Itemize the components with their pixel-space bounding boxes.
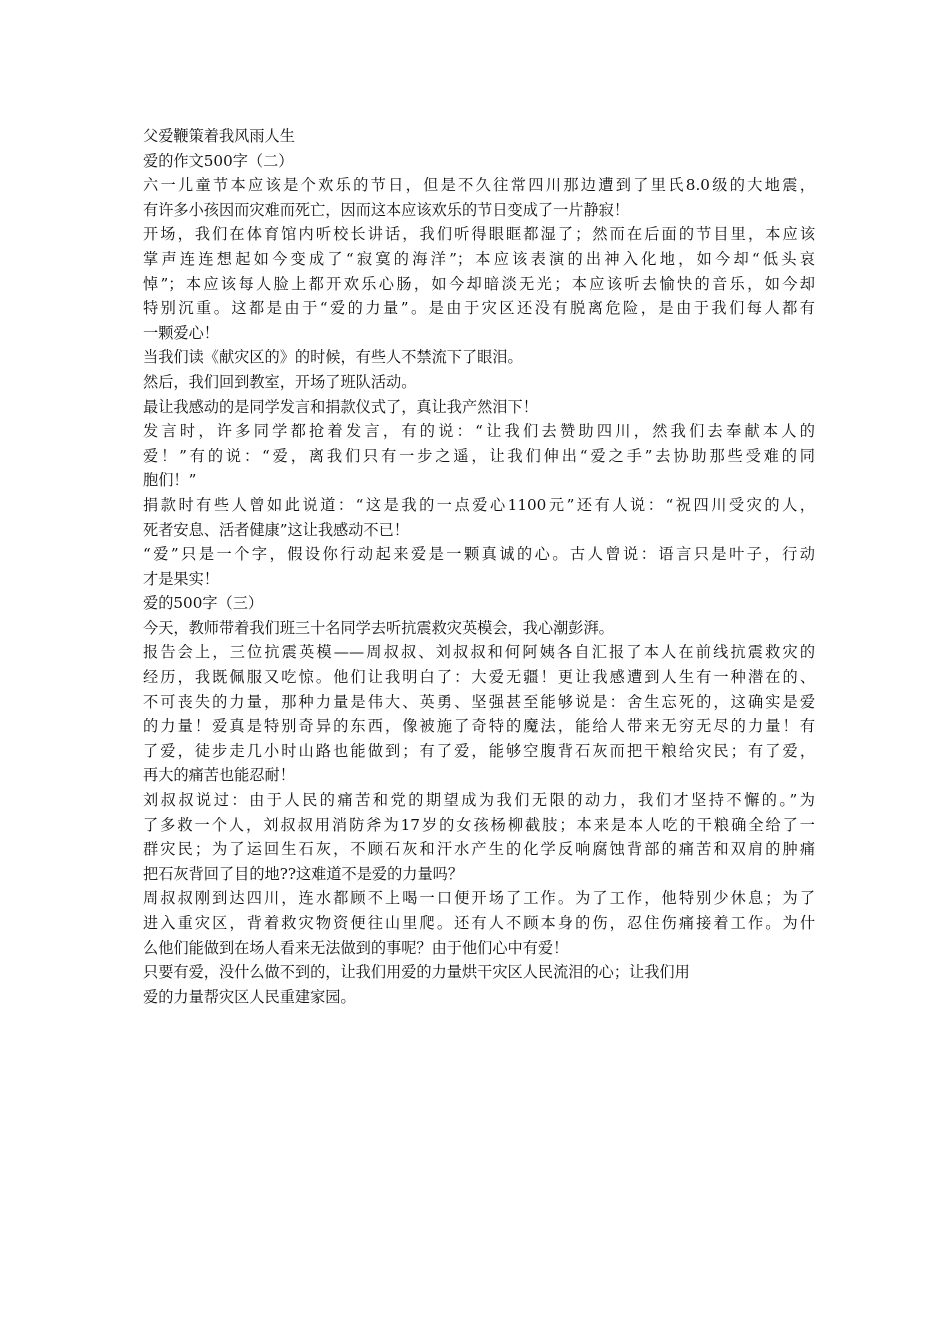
text-line: 一颗爱心！ — [143, 323, 219, 342]
text-line: 然后，我们回到教室，开场了班队活动。 — [143, 372, 417, 391]
text-line: 最让我感动的是同学发言和捐款仪式了，真让我产然泪下！ — [143, 397, 538, 416]
text-line: 捐款时有些人曾如此说道：“这是我的一点爱心1100元”还有人说：“祝四川受灾的人， — [143, 495, 815, 514]
text-line: 爱！”有的说：“爱，离我们只有一步之遥，让我们伸出“爱之手”去协助那些受难的同 — [143, 446, 815, 465]
text-line: 再大的痛苦也能忍耐！ — [143, 766, 295, 785]
text-line: 死者安息、活者健康”这让我感动不已！ — [143, 520, 409, 539]
text-line: 把石灰背回了目的地??这难道不是爱的力量吗？ — [143, 864, 464, 883]
text-line: 有许多小孩因而灾难而死亡，因而这本应该欢乐的节日变成了一片静寂！ — [143, 200, 629, 219]
text-line: 了多救一个人，刘叔叔用消防斧为17岁的女孩杨柳截肢；本来是本人吃的干粮确全给了一 — [143, 815, 815, 834]
text-line: 胞们！” — [143, 471, 197, 490]
text-line: 刘叔叔说过：由于人民的痛苦和党的期望成为我们无限的动力，我们才坚持不懈的。”为 — [143, 791, 815, 810]
text-line: 周叔叔刚到达四川，连水都顾不上喝一口便开场了工作。为了工作，他特别少休息；为了 — [143, 889, 815, 908]
text-line: 今天，教师带着我们班三十名同学去听抗震救灾英模会，我心潮彭湃。 — [143, 618, 614, 637]
text-line: 么他们能做到在场人看来无法做到的事呢？由于他们心中有爱！ — [143, 938, 569, 957]
text-line: 进入重灾区，背着救灾物资便往山里爬。还有人不顾本身的伤，忍住伤痛接着工作。为什 — [143, 914, 815, 932]
text-line: 只要有爱，没什么做不到的，让我们用爱的力量烘干灾区人民流泪的心；让我们用 — [143, 963, 690, 982]
text-line: 悼”；本应该每人脸上都开欢乐心肠，如今却暗淡无光；本应该听去愉快的音乐，如今却 — [143, 274, 815, 293]
text-line: 的力量！爱真是特别奇异的东西，像被施了奇特的魔法，能给人带来无穷无尽的力量！有 — [143, 717, 815, 736]
text-line: 开场，我们在体育馆内听校长讲话，我们听得眼眶都湿了；然而在后面的节目里，本应该 — [143, 225, 815, 244]
text-line: 不可丧失的力量，那种力量是伟大、英勇、坚强甚至能够说是：舍生忘死的，这确实是爱 — [143, 692, 815, 711]
text-line: 爱的作文500字（二） — [143, 151, 294, 170]
text-line: 群灾民；为了运回生石灰，不顾石灰和汗水产生的化学反响腐蚀背部的痛苦和双肩的肿痛 — [143, 840, 815, 859]
text-line: 发言时，许多同学都抢着发言，有的说：“让我们去赞助四川，然我们去奉献本人的 — [143, 422, 815, 441]
document-body — [143, 124, 815, 1009]
text-line: 经历，我既佩服又吃惊。他们让我明白了：大爱无疆！更让我感遭到人生有一种潜在的、 — [143, 668, 815, 687]
text-line: 才是果实！ — [143, 569, 219, 588]
text-line: 掌声连连想起如今变成了“寂寞的海洋”；本应该表演的出神入化地，如今却“低头哀 — [143, 249, 815, 268]
text-line: 特别沉重。这都是由于“爱的力量”。是由于灾区还没有脱离危险，是由于我们每人都有 — [143, 299, 815, 318]
text-line: 了爱，徒步走几小时山路也能做到；有了爱，能够空腹背石灰而把干粮给灾民；有了爱， — [143, 741, 815, 760]
text-line: 六一儿童节本应该是个欢乐的节日，但是不久往常四川那边遭到了里氏8.0级的大地震， — [143, 176, 815, 195]
text-line: 父爱鞭策着我风雨人生 — [143, 127, 295, 145]
text-line: 爱的力量帮灾区人民重建家园。 — [143, 987, 356, 1006]
text-line: 当我们读《献灾区的》的时候，有些人不禁流下了眼泪。 — [143, 348, 523, 367]
text-line: “爱”只是一个字，假设你行动起来爱是一颗真诚的心。古人曾说：语言只是叶子，行动 — [143, 545, 815, 564]
text-line: 爱的500字（三） — [143, 594, 264, 613]
text-line: 报告会上，三位抗震英模——周叔叔、刘叔叔和何阿姨各自汇报了本人在前线抗震救灾的 — [143, 643, 815, 662]
